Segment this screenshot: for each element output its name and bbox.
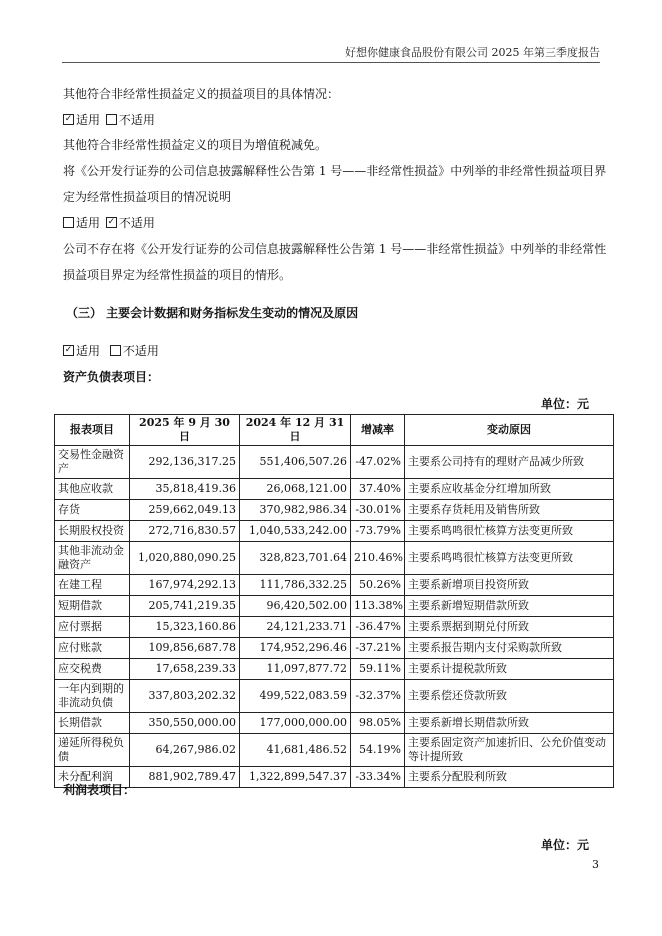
table-header-row [55, 415, 614, 446]
unit-label: 单位：元 [540, 397, 589, 411]
table-row [55, 446, 614, 479]
profit-statement-title: 利润表项目： [63, 783, 136, 797]
prior-value: 96,420,502.00 [240, 596, 351, 617]
item-name: 其他应收款 [55, 479, 130, 500]
current-value: 337,803,202.32 [130, 680, 240, 713]
reclassification-statement-2: 损益项目界定为经常性损益的项目的情形。 [63, 268, 292, 282]
change-reason: 主要系偿还贷款所致 [405, 680, 614, 713]
change-reason: 主要系票据到期兑付所致 [405, 617, 614, 638]
applicable-label: 适用 [76, 216, 101, 230]
current-value: 881,902,789.47 [130, 767, 240, 788]
applicability-row-1 [63, 112, 155, 128]
unchecked-box-icon [63, 217, 74, 228]
item-name: 短期借款 [55, 596, 130, 617]
not-applicable-label: 不适用 [118, 113, 155, 127]
table-row [55, 596, 614, 617]
change-rate: -32.37% [351, 680, 405, 713]
reclassification-line-2: 定为经常性损益项目的情况说明 [63, 190, 232, 204]
current-value: 1,020,880,090.25 [130, 542, 240, 575]
current-value: 64,267,986.02 [130, 734, 240, 767]
current-value: 259,662,049.13 [130, 500, 240, 521]
table-row [55, 617, 614, 638]
prior-value: 328,823,701.64 [240, 542, 351, 575]
item-name: 在建工程 [55, 575, 130, 596]
prior-value: 551,406,507.26 [240, 446, 351, 479]
balance-sheet-table [54, 414, 614, 788]
item-name: 长期股权投资 [55, 521, 130, 542]
item-name: 交易性金融资产 [55, 446, 130, 479]
item-name: 存货 [55, 500, 130, 521]
change-rate: -73.79% [351, 521, 405, 542]
header-change: 增减率 [351, 415, 405, 446]
change-rate: 54.19% [351, 734, 405, 767]
table-row [55, 521, 614, 542]
item-name: 其他非流动金融资产 [55, 542, 130, 575]
change-reason: 主要系新增长期借款所致 [405, 713, 614, 734]
change-rate: 210.46% [351, 542, 405, 575]
applicable-label: 适用 [76, 344, 101, 358]
applicability-row-2 [63, 215, 155, 231]
current-value: 15,323,160.86 [130, 617, 240, 638]
page-number: 3 [592, 858, 599, 871]
prior-value: 111,786,332.25 [240, 575, 351, 596]
checked-box-icon [63, 345, 74, 356]
item-name: 应付票据 [55, 617, 130, 638]
balance-sheet-title: 资产负债表项目： [63, 370, 160, 384]
other-items-detail: 其他符合非经常性损益定义的项目为增值税减免。 [63, 138, 328, 152]
table-row [55, 575, 614, 596]
prior-value: 177,000,000.00 [240, 713, 351, 734]
table-row [55, 734, 614, 767]
header-current: 2025 年 9 月 30 日 [130, 415, 240, 446]
change-reason: 主要系分配股利所致 [405, 767, 614, 788]
prior-value: 24,121,233.71 [240, 617, 351, 638]
unit-label-2: 单位：元 [540, 838, 589, 852]
table-row [55, 542, 614, 575]
current-value: 272,716,830.57 [130, 521, 240, 542]
prior-value: 11,097,877.72 [240, 659, 351, 680]
change-reason: 主要系应收基金分红增加所致 [405, 479, 614, 500]
change-rate: -33.34% [351, 767, 405, 788]
table-row [55, 479, 614, 500]
prior-value: 174,952,296.46 [240, 638, 351, 659]
change-rate: -47.02% [351, 446, 405, 479]
item-name: 未分配利润 [55, 767, 130, 788]
table-row [55, 713, 614, 734]
change-rate: 59.11% [351, 659, 405, 680]
prior-value: 370,982,986.34 [240, 500, 351, 521]
item-name: 递延所得税负债 [55, 734, 130, 767]
current-value: 292,136,317.25 [130, 446, 240, 479]
applicable-label: 适用 [76, 113, 101, 127]
table-row [55, 680, 614, 713]
table-row [55, 659, 614, 680]
section-heading: （三） 主要会计数据和财务指标发生变动的情况及原因 [66, 306, 359, 320]
prior-value: 26,068,121.00 [240, 479, 351, 500]
current-value: 17,658,239.33 [130, 659, 240, 680]
change-reason: 主要系鸣鸣很忙核算方法变更所致 [405, 542, 614, 575]
table-row [55, 767, 614, 788]
change-reason: 主要系固定资产加速折旧、公允价值变动等计提所致 [405, 734, 614, 767]
table-row [55, 638, 614, 659]
header-item: 报表项目 [55, 415, 130, 446]
not-applicable-label: 不适用 [122, 344, 159, 358]
change-reason: 主要系新增短期借款所致 [405, 596, 614, 617]
current-value: 350,550,000.00 [130, 713, 240, 734]
change-rate: -36.47% [351, 617, 405, 638]
change-reason: 主要系新增项目投资所致 [405, 575, 614, 596]
table-row [55, 500, 614, 521]
unchecked-box-icon [110, 345, 121, 356]
reclassification-statement-1: 公司不存在将《公开发行证券的公司信息披露解释性公告第 1 号——非经常性损益》中列举的非经常性 [63, 242, 607, 256]
current-value: 167,974,292.13 [130, 575, 240, 596]
prior-value: 1,322,899,547.37 [240, 767, 351, 788]
change-rate: -30.01% [351, 500, 405, 521]
change-reason: 主要系存货耗用及销售所致 [405, 500, 614, 521]
header-prior: 2024 年 12 月 31 日 [240, 415, 351, 446]
not-applicable-label: 不适用 [118, 216, 155, 230]
checked-box-icon [63, 114, 74, 125]
change-rate: 50.26% [351, 575, 405, 596]
change-reason: 主要系公司持有的理财产品减少所致 [405, 446, 614, 479]
current-value: 205,741,219.35 [130, 596, 240, 617]
header-rule [62, 62, 600, 63]
header-reason: 变动原因 [405, 415, 614, 446]
prior-value: 41,681,486.52 [240, 734, 351, 767]
item-name: 应交税费 [55, 659, 130, 680]
applicability-row-3 [63, 343, 159, 359]
item-name: 一年内到期的非流动负债 [55, 680, 130, 713]
reclassification-line-1: 将《公开发行证券的公司信息披露解释性公告第 1 号——非经常性损益》中列举的非经常性损益项目界 [63, 164, 607, 178]
change-reason: 主要系鸣鸣很忙核算方法变更所致 [405, 521, 614, 542]
change-rate: -37.21% [351, 638, 405, 659]
change-rate: 37.40% [351, 479, 405, 500]
change-rate: 98.05% [351, 713, 405, 734]
prior-value: 1,040,533,242.00 [240, 521, 351, 542]
header-title: 好想你健康食品股份有限公司 2025 年第三季度报告 [345, 46, 600, 59]
unchecked-box-icon [106, 114, 117, 125]
current-value: 35,818,419.36 [130, 479, 240, 500]
other-items-intro: 其他符合非经常性损益定义的损益项目的具体情况： [63, 87, 340, 101]
item-name: 应付账款 [55, 638, 130, 659]
checked-box-icon [106, 217, 117, 228]
item-name: 长期借款 [55, 713, 130, 734]
change-rate: 113.38% [351, 596, 405, 617]
change-reason: 主要系计提税款所致 [405, 659, 614, 680]
prior-value: 499,522,083.59 [240, 680, 351, 713]
change-reason: 主要系报告期内支付采购款所致 [405, 638, 614, 659]
current-value: 109,856,687.78 [130, 638, 240, 659]
